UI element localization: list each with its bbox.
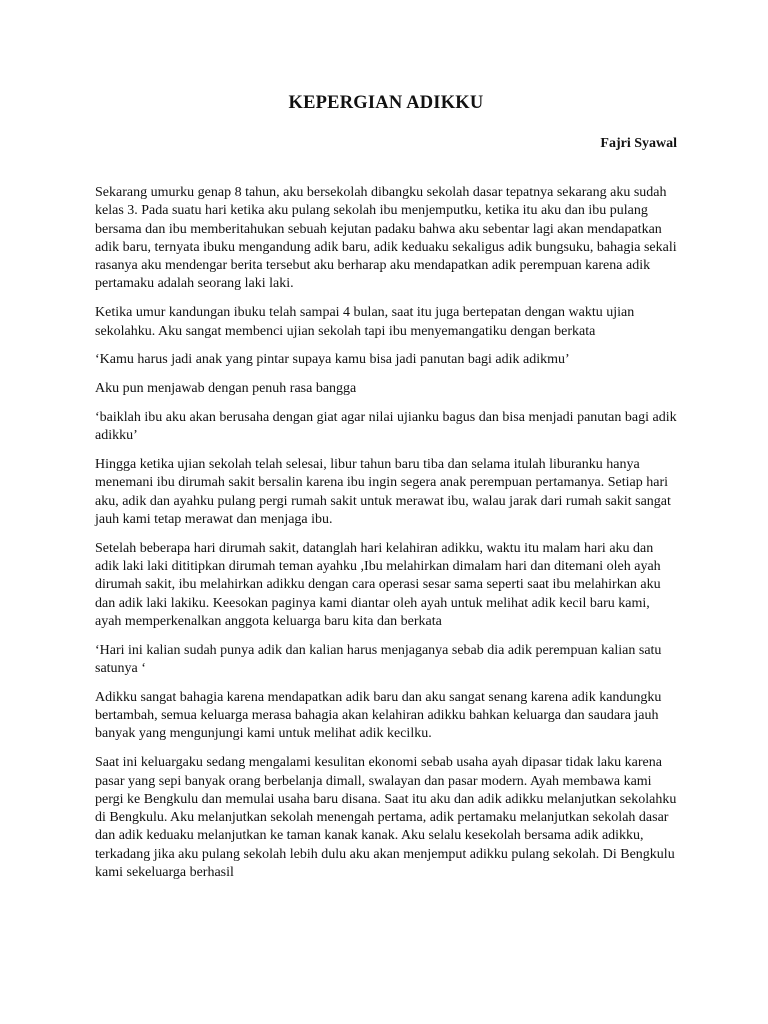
paragraph: Adikku sangat bahagia karena mendapatkan adik baru dan aku sangat senang karena adik kandungku bertambah, semua keluarga merasa bahagia akan kelahiran adikku bahkan keluarga dan saudara jauh banyak yang mengunjungi kami untuk melihat adik kecilku. [95,689,662,742]
paragraph: ‘Kamu harus jadi anak yang pintar supaya kamu bisa jadi panutan bagi adik adikmu’ [95,352,570,368]
paragraph: Saat ini keluargaku sedang mengalami kesulitan ekonomi sebab usaha ayah dipasar tidak laku karena pasar yang sepi banyak orang berbelanja dimall, swalayan dan pasar modern. Ayah membawa kami pergi ke Bengkulu dan memulai usaha baru disana. Saat itu aku dan adik adikku melanjutkan sekolahku di Bengkulu. Aku melanjutkan sekolah menengah pertama, adik pertamaku melanjutkan sekolah dasar dan adik keduaku melanjutkan ke taman kanak kanak. Aku selalu kesekolah bersama adik adikku, terkadang jika aku pulang sekolah lebih dulu aku akan menjemput adikku pulang sekolah. Di Bengkulu kami sekeluarga berhasil [95,755,677,880]
document-page [95,90,677,893]
paragraph: ‘Hari ini kalian sudah punya adik dan kalian harus menjaganya sebab dia adik perempuan kalian satu satunya ‘ [95,642,662,677]
paragraph: Hingga ketika ujian sekolah telah selesai, libur tahun baru tiba dan selama itulah liburanku hanya menemani ibu dirumah sakit bersalin karena ibu ingin segera anak perempuan pertamanya. Setiap hari aku, adik dan ayahku pulang pergi rumah sakit untuk merawat ibu, walau jarak dari rumah sakit sangat jauh kami tetap merawat dan menjaga ibu. [95,457,671,527]
paragraph: Ketika umur kandungan ibuku telah sampai 4 bulan, saat itu juga bertepatan dengan waktu ujian sekolahku. Aku sangat membenci ujian sekolah tapi ibu menyemangatiku dengan berkata [95,305,635,339]
paragraph: Sekarang umurku genap 8 tahun, aku bersekolah dibangku sekolah dasar tepatnya sekarang aku sudah kelas 3. Pada suatu hari ketika aku pulang sekolah ibu menjemputku, ketika itu aku dan ibu pulang bersama dan ibu memberitahukan sebuah kejutan padaku bahwa aku sebentar lagi akan mendapatkan adik baru, ternyata ibuku mengandung adik baru, adik keduaku sekaligus adik bungsuku, bahagia sekali rasanya aku mendengar berita tersebut aku berharap aku mendapatkan adik perempuan karena adik pertamaku adalah seorang laki laki. [95,185,677,292]
paragraph: Aku pun menjawab dengan penuh rasa bangga [95,381,357,397]
author-name: Fajri Syawal [600,136,677,151]
paragraph: Setelah beberapa hari dirumah sakit, datanglah hari kelahiran adikku, waktu itu malam hari aku dan adik laki laki dititipkan dirumah teman ayahku ,Ibu melahirkan dimalam hari dan ditemani oleh ayah dirumah sakit, ibu melahirkan adikku dengan cara operasi sesar sama seperti saat ibu melahirkan aku dan adik laki lakiku. Keesokan paginya kami diantar oleh ayah untuk melihat adik kecil baru kami, ayah memperkenalkan anggota keluarga baru kita dan berkata [95,540,661,629]
paragraph: ‘baiklah ibu aku akan berusaha dengan giat agar nilai ujianku bagus dan bisa menjadi panutan bagi adik adikku’ [95,409,677,444]
document-title: KEPERGIAN ADIKKU [288,93,484,113]
